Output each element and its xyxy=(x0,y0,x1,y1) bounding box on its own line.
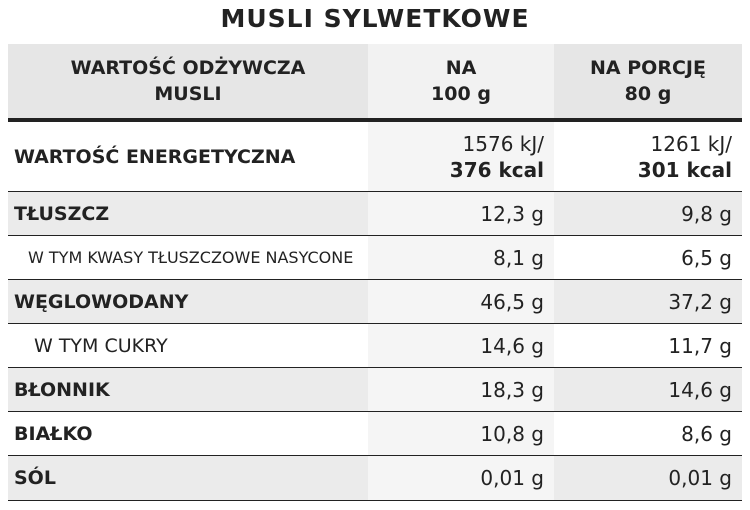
row-value-portion xyxy=(554,122,742,191)
header-per-portion xyxy=(554,44,742,118)
row-name: W TYM CUKRY xyxy=(34,334,168,357)
row-value-per100: 46,5 g xyxy=(368,280,554,323)
header-nutrition-value xyxy=(8,44,368,118)
row-value-per100: 10,8 g xyxy=(368,412,554,455)
row-value-per100 xyxy=(368,122,554,191)
row-value-portion: 6,5 g xyxy=(681,245,732,270)
header-col3-line1: NA PORCJĘ xyxy=(590,57,706,79)
row-name: WĘGLOWODANY xyxy=(14,290,189,313)
row-value-per100: 0,01 g xyxy=(368,456,554,500)
header-col1-line2: MUSLI xyxy=(154,83,222,105)
header-col3-line2: 80 g xyxy=(624,83,672,105)
table-row-energy xyxy=(8,122,742,192)
energy-portion-kj: 1261 kJ/ xyxy=(650,131,732,156)
row-name: SÓL xyxy=(14,467,56,489)
row-name: BIAŁKO xyxy=(14,422,93,445)
row-name: BŁONNIK xyxy=(14,378,110,401)
table-row-fiber xyxy=(8,368,742,412)
table-row-carbohydrates xyxy=(8,280,742,324)
row-value-per100: 18,3 g xyxy=(368,368,554,411)
header-col1-line1: WARTOŚĆ ODŻYWCZA xyxy=(70,57,306,79)
row-value-portion: 37,2 g xyxy=(668,289,732,314)
header-per-100g xyxy=(368,44,554,118)
nutrition-table xyxy=(8,44,742,505)
header-col2-line1: NA xyxy=(445,57,477,79)
table-row-fat xyxy=(8,192,742,236)
row-value-portion: 14,6 g xyxy=(668,377,732,402)
row-value-portion: 11,7 g xyxy=(668,333,732,358)
energy-per100-kj: 1576 kJ/ xyxy=(462,131,544,156)
row-value-portion: 9,8 g xyxy=(681,201,732,226)
table-row-protein xyxy=(8,412,742,456)
table-row-saturated-fat xyxy=(8,236,742,280)
energy-portion-kcal: 301 kcal xyxy=(637,157,732,182)
table-header xyxy=(8,44,742,118)
row-value-per100: 14,6 g xyxy=(368,324,554,367)
table-row-sugars xyxy=(8,324,742,368)
energy-per100-kcal: 376 kcal xyxy=(449,157,544,182)
header-col2-line2: 100 g xyxy=(431,83,491,105)
row-value-per100: 12,3 g xyxy=(368,192,554,235)
table-row-salt xyxy=(8,456,742,501)
row-value-portion: 0,01 g xyxy=(668,466,732,490)
row-name: WARTOŚĆ ENERGETYCZNA xyxy=(14,145,296,168)
row-name: W TYM KWASY TŁUSZCZOWE NASYCONE xyxy=(28,248,354,267)
row-value-portion: 8,6 g xyxy=(681,421,732,446)
row-value-per100: 8,1 g xyxy=(368,236,554,279)
row-name: TŁUSZCZ xyxy=(14,202,110,225)
page-title: MUSLI SYLWETKOWE xyxy=(220,4,530,33)
